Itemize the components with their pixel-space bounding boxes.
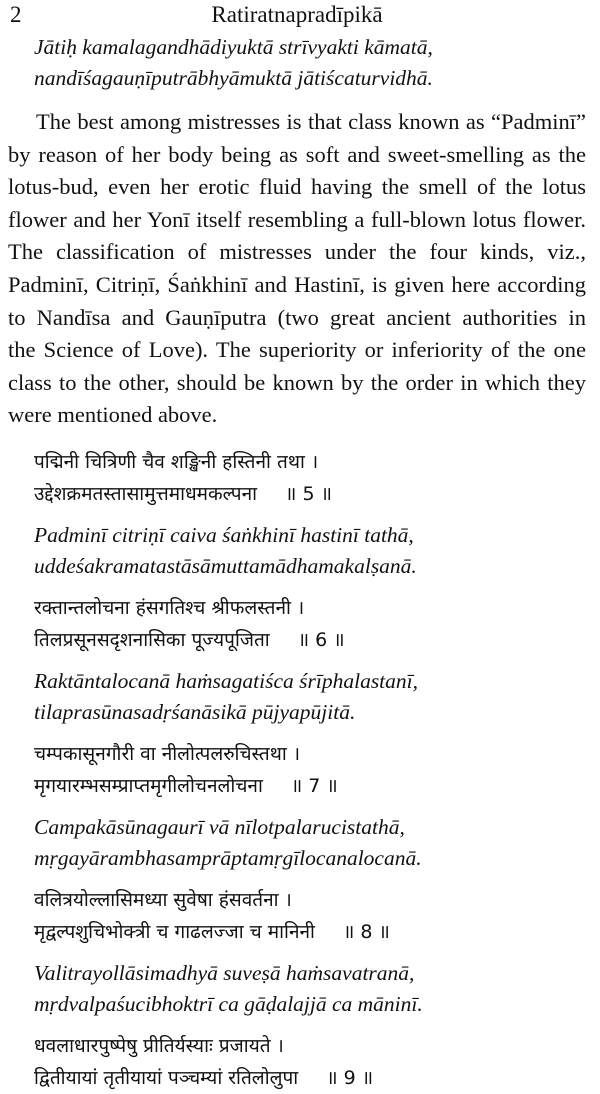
devanagari-line: धवलाधारपुष्पेषु प्रीतिर्यस्याः प्रजायते । xyxy=(34,1034,284,1057)
devanagari-line xyxy=(34,770,586,802)
devanagari-text: मृगयारम्भसम्प्राप्तमृगीलोचनलोचना xyxy=(34,774,263,797)
intro-transliteration xyxy=(34,32,586,94)
devanagari-text: तिलप्रसूनसदृशनासिका पूज्यपूजिता xyxy=(34,628,270,651)
devanagari-text: मृद्वल्पशुचिभोक्त्री च गाढलज्जा च मानिनी xyxy=(34,920,315,943)
commentary-paragraph xyxy=(8,106,586,432)
devanagari-line: पद्मिनी चित्रिणी चैव शङ्खिनी हस्तिनी तथा । xyxy=(34,450,319,473)
translit-line: mṛdvalpaśucibhoktrī ca gāḍalajjā ca māninī. xyxy=(34,991,423,1016)
translit-line: Padminī citriṇī caiva śaṅkhinī hastinī tathā, xyxy=(34,522,414,547)
page-number: 2 xyxy=(10,2,22,27)
verse-9 xyxy=(8,1030,586,1094)
verse-5 xyxy=(8,446,586,582)
devanagari-line: वलित्रयोल्लासिमध्या सुवेषा हंसवर्तना । xyxy=(34,888,292,911)
devanagari-text: उद्देशक्रमतस्तासामुत्तमाधमकल्पना xyxy=(34,482,258,505)
devanagari-verse xyxy=(34,738,586,802)
devanagari-verse xyxy=(34,884,586,948)
prose-line: The classification of mistresses under the four kinds, viz., xyxy=(8,239,586,265)
page-header xyxy=(8,0,586,32)
devanagari-verse xyxy=(34,1030,586,1094)
prose-line: flower and her Yonī itself resembling a full-blown lotus flower. xyxy=(8,206,586,232)
prose-line: class to the other, should be known by the order in which they xyxy=(8,369,586,395)
verse-number: ॥ 6 ॥ xyxy=(297,628,345,651)
prose-line: lotus-bud, even her erotic fluid having the smell of the lotus xyxy=(8,174,586,200)
translit-line: Raktāntalocanā haṁsagatiśca śrīphalastanī, xyxy=(34,668,419,693)
devanagari-line: चम्पकासूनगौरी वा नीलोत्पलरुचिस्तथा । xyxy=(34,742,301,765)
translit-line: nandīśagauṇīputrābhyāmuktā jātiścaturvidhā. xyxy=(34,66,433,90)
translit-line: Jātiḥ kamalagandhādiyuktā strīvyakti kāmatā, xyxy=(34,35,433,59)
devanagari-line xyxy=(34,478,586,510)
devanagari-verse xyxy=(34,446,586,510)
translit-line: Valitrayollāsimadhyā suveṣā haṁsavatranā, xyxy=(34,960,415,985)
prose-line: the Science of Love). The superiority or inferiority of the one xyxy=(8,337,586,363)
prose-line: Padminī, Citriṇī, Śaṅkhinī and Hastinī, is given here according xyxy=(8,271,586,297)
devanagari-line xyxy=(34,1062,586,1094)
verse-transliteration xyxy=(34,520,586,582)
verse-number: ॥ 8 ॥ xyxy=(342,920,390,943)
translit-line: Campakāsūnagaurī vā nīlotpalarucistathā, xyxy=(34,814,405,839)
devanagari-line xyxy=(34,624,586,656)
translit-line: mṛgayārambhasamprāptamṛgīlocanalocanā. xyxy=(34,845,422,870)
devanagari-line xyxy=(34,916,586,948)
verse-transliteration xyxy=(34,958,586,1020)
verse-8 xyxy=(8,884,586,1020)
devanagari-line: रक्तान्तलोचना हंसगतिश्च श्रीफलस्तनी । xyxy=(34,596,305,619)
verse-6 xyxy=(8,592,586,728)
translit-line: uddeśakramatastāsāmuttamādhamakalṣanā. xyxy=(34,553,417,578)
prose-line: by reason of her body being as soft and sweet-smelling as the xyxy=(8,141,586,167)
prose-line: to Nandīsa and Gauṇīputra (two great ancient authorities in xyxy=(8,304,586,330)
devanagari-text: द्वितीयायां तृतीयायां पञ्चम्यां रतिलोलुपा xyxy=(34,1066,299,1089)
verse-number: ॥ 7 ॥ xyxy=(290,774,338,797)
verse-7 xyxy=(8,738,586,874)
devanagari-verse xyxy=(34,592,586,656)
verse-number: ॥ 9 ॥ xyxy=(326,1066,374,1089)
verse-transliteration xyxy=(34,666,586,728)
running-title: Ratiratnapradīpikā xyxy=(211,2,383,27)
prose-line: were mentioned above. xyxy=(8,402,218,428)
verse-transliteration xyxy=(34,812,586,874)
verse-number: ॥ 5 ॥ xyxy=(285,482,332,505)
translit-line: tilaprasūnasadṛśanāsikā pūjyapūjitā. xyxy=(34,699,356,724)
prose-line: The best among mistresses is that class known as “Padminī” xyxy=(36,109,586,134)
